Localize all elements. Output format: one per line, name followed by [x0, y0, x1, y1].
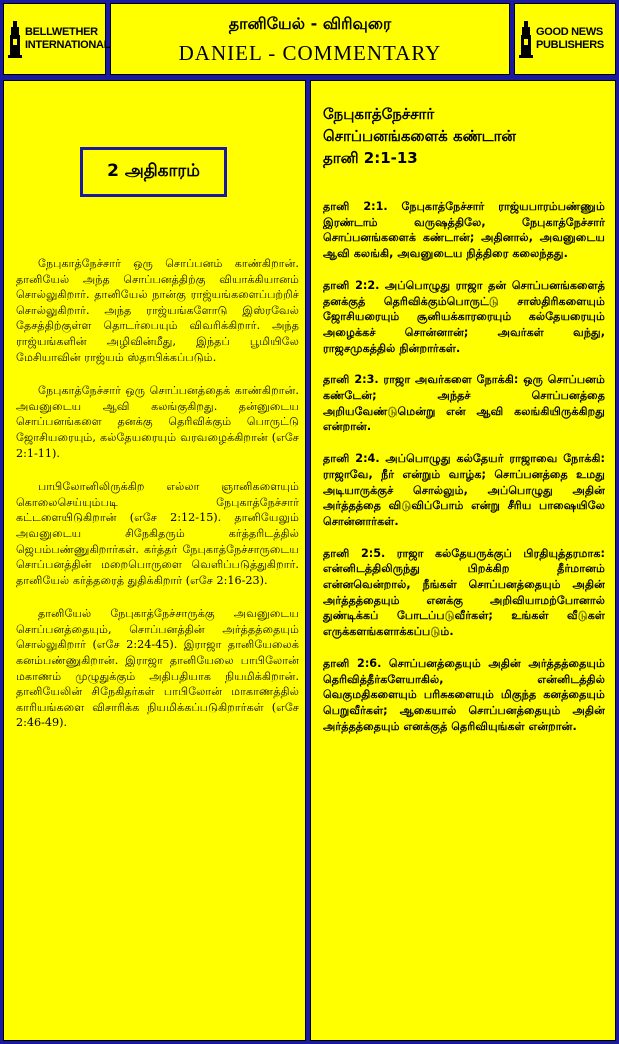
verse-paragraph: தானி 2:5. ராஜா கல்தேயருக்குப் பிரதியுத்தரமாக: என்னிடத்திலிருந்து பிறக்கிற தீர்மானம் என்னவென்றால், நீங்கள் சொப்பனத்தையும் அதின் அர்த்தத்தையும் எனக்கு அறிவியாமற்போனால் துண்டிக்கப் போடப்படுவீர்கள்; உங்கள் வீடுகள் எருக்களங்களாக்கப்படும்.: [323, 546, 605, 639]
logo-right-text: GOOD NEWS PUBLISHERS: [536, 26, 604, 51]
title-tamil: தானியேல் - விரிவுரை: [228, 14, 392, 33]
heading-line: சொப்பனங்களைக் கண்டான்: [323, 127, 516, 145]
verse-paragraph: தானி 2:1. நேபுகாத்நேச்சார் ராஜ்யபாரம்பண்ணும் இரண்டாம் வருஷத்திலே, நேபுகாத்நேச்சார் சொப்பனங்களைக் கண்டான்; அதினால், அவனுடைய ஆவி கலங்கி, அவனுடைய நித்திரை கலைந்தது.: [323, 200, 605, 261]
bellwether-logo: [3, 3, 111, 75]
summary-column: [3, 80, 306, 1041]
verse-paragraph: தானி 2:6. சொப்பனத்தையும் அதின் அர்த்தத்தையும் தெரிவித்தீர்களேயாகில், என்னிடத்தில் வெகுமதிகளையும் பரிசுகளையும் மிகுந்த கனத்தையும் பெறுவீர்கள்; ஆகையால் சொப்பனத்தையும் அதின் அர்த்தத்தையும் எனக்குத் தெரிவியுங்கள் என்றான்.: [323, 656, 605, 733]
title-english: DANIEL - COMMENTARY: [178, 41, 442, 65]
tower-icon: [8, 19, 22, 59]
title-box: [110, 3, 510, 75]
section-heading: [323, 103, 603, 169]
verse-paragraph: தானி 2:2. அப்பொழுது ராஜா தன் சொப்பனங்களைத் தனக்குத் தெரிவிக்கும்பொருட்டு சாஸ்திரிகளையும் ஜோசியரையும் சூனியக்காரரையும் கல்தேயரையும் அழைக்கச் சொன்னான்; அவர்கள் வந்து, ராஜசமுகத்தில் நின்றார்கள்.: [323, 278, 605, 355]
good-news-logo: [514, 3, 616, 75]
heading-line: தானி 2:1-13: [323, 149, 418, 167]
summary-paragraph: பாபிலோனிலிருக்கிற எல்லா ஞானிகளையும் கொலைசெய்யும்படி நேபுகாத்நேச்சார் கட்டளையிடுகிறான் (எசே 2:12-15). தானியேலும் அவனுடைய சிநேகிதரும் கர்த்தரிடத்தில் ஜெபம்பண்ணுகிறார்கள். கர்த்தர் நேபுகாத்நேச்சாருடைய சொப்பனத்தின் மறைபொருளை வெளிப்படுத்துகிறார். தானியேல் கர்த்தரைத் துதிக்கிறார் (எசே 2:16-23).: [16, 480, 299, 587]
scripture-text: [323, 199, 605, 750]
chapter-title: 2 அதிகாரம்: [80, 147, 227, 197]
verse-paragraph: தானி 2:4. அப்பொழுது கல்தேயர் ராஜாவை நோக்கி: ராஜாவே, நீர் என்றும் வாழ்க; சொப்பனத்தை உமது அடியாருக்குச் சொல்லும், அப்பொழுது அதின் அர்த்தத்தை விடுவிப்போம் என்று சீரிய பாஷையிலே சொன்னார்கள்.: [323, 452, 605, 528]
summary-text: [16, 256, 299, 731]
summary-paragraph: தானியேல் நேபுகாத்நேச்சாருக்கு அவனுடைய சொப்பனத்தையும், சொப்பனத்தின் அர்த்தத்தையும் சொல்லுகிறார் (எசே 2:24-45). இராஜா தானியேலைக் கனம்பண்ணுகிறான். இராஜா தானியேலை பாபிலோன் மகாணம் முழுதுக்கும் அதிபதியாக நியமிக்கிறான். தானியேலின் சிநேகிதர்கள் பாபிலோன் மாகாணத்தில் காரியங்களை விசாரிக்க நியமிக்கப்படுகிறார்கள் (எசே 2:46-49).: [16, 607, 299, 730]
logo-left-text: BELLWETHER INTERNATIONAL: [25, 26, 111, 51]
summary-paragraph: நேபுகாத்நேச்சார் ஒரு சொப்பனத்தைக் காண்கிறான். அவனுடைய ஆவி கலங்குகிறது. தன்னுடைய சொப்பனங்களை தனக்கு தெரிவிக்கும் பொருட்டு ஜோசியரையும், கல்தேயரையும் வரவழைக்கிறான் (எசே 2:1-11).: [16, 384, 299, 460]
tower-icon: [519, 19, 533, 59]
verse-paragraph: தானி 2:3. ராஜா அவர்களை நோக்கி: ஒரு சொப்பனம் கண்டேன்; அந்தச் சொப்பனத்தை அறியவேண்டுமென்று என் ஆவி கலங்கியிருக்கிறது என்றான்.: [323, 373, 605, 434]
scripture-column: [310, 80, 616, 1041]
summary-paragraph: நேபுகாத்நேச்சார் ஒரு சொப்பனம் காண்கிறான். தானியேல் அந்த சொப்பனத்திற்கு வியாக்கியானம் சொல்லுகிறார். தானியேல் நான்கு ராஜ்யங்களைப்பற்றிச் சொல்லுகிறார். அந்த ராஜ்யங்களோடு இஸ்ரவேல் தேசத்திற்குள்ள தொடர்பையும் விவரிக்கிறார். அந்த ராஜ்யங்களின் அழிவின்மீது, இந்தப் பூமியிலே மேசியாவின் ராஜ்யம் ஸ்தாபிக்கப்படும்.: [16, 257, 299, 364]
heading-line: நேபுகாத்நேச்சார்: [323, 105, 435, 123]
